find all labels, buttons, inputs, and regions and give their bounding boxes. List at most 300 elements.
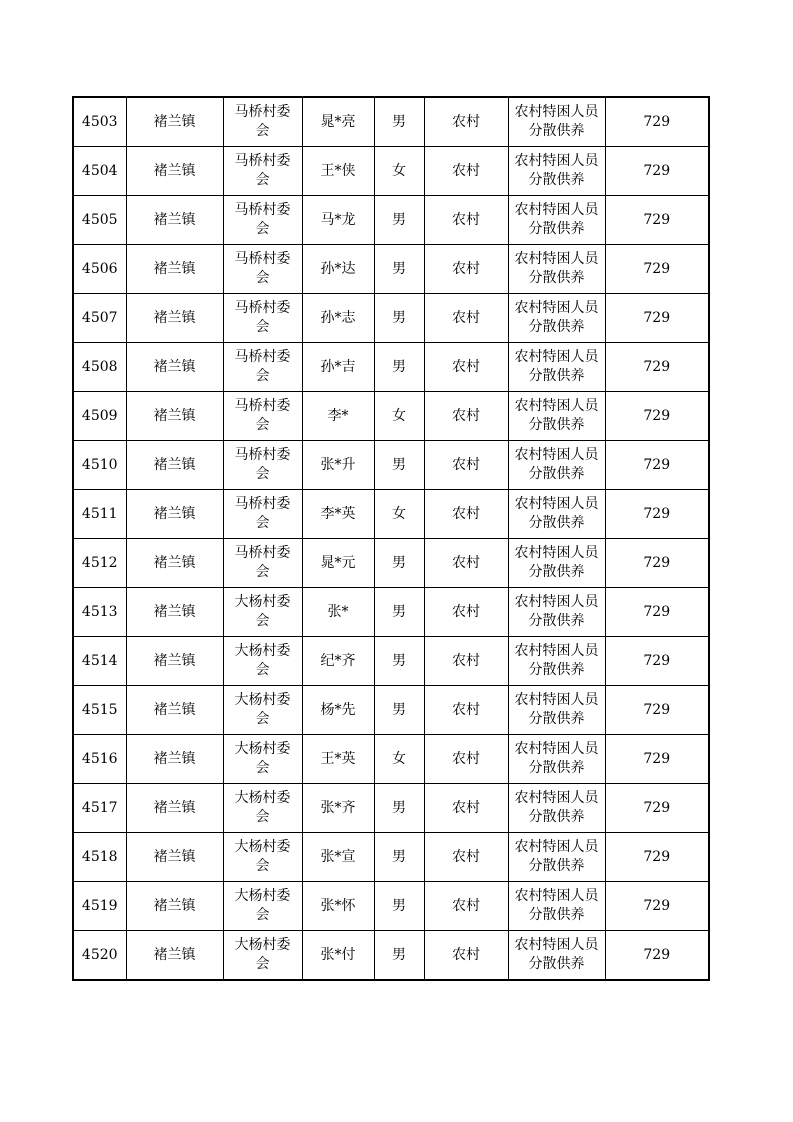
row-number: 4511 <box>81 505 118 522</box>
row-number-cell <box>73 882 126 931</box>
village-committee: 马桥村委会 <box>234 545 291 580</box>
area-type: 农村 <box>452 456 480 473</box>
amount: 729 <box>643 848 671 865</box>
gender-cell <box>374 539 424 588</box>
table-row <box>73 588 709 637</box>
area-cell <box>424 490 508 539</box>
support-type: 农村特困人员分散供养 <box>514 447 599 482</box>
row-number-cell <box>73 784 126 833</box>
name-cell <box>302 245 374 294</box>
table-row <box>73 294 709 343</box>
town-cell <box>126 294 223 343</box>
name-cell <box>302 97 374 147</box>
area-cell <box>424 735 508 784</box>
gender: 男 <box>392 652 406 669</box>
person-name: 张*付 <box>320 946 356 963</box>
gender-cell <box>374 147 424 196</box>
town-cell <box>126 784 223 833</box>
town: 褚兰镇 <box>153 652 196 669</box>
gender: 男 <box>392 260 406 277</box>
support-type: 农村特困人员分散供养 <box>514 545 599 580</box>
support-type-cell <box>508 882 605 931</box>
support-type-cell <box>508 343 605 392</box>
row-number-cell <box>73 686 126 735</box>
town: 褚兰镇 <box>153 407 196 424</box>
support-type-cell <box>508 735 605 784</box>
support-type: 农村特困人员分散供养 <box>514 398 599 433</box>
row-number-cell <box>73 588 126 637</box>
town: 褚兰镇 <box>153 162 196 179</box>
amount: 729 <box>643 260 671 277</box>
person-name: 纪*齐 <box>320 652 356 669</box>
support-type: 农村特困人员分散供养 <box>514 104 599 139</box>
village-committee: 马桥村委会 <box>234 251 291 286</box>
support-type-cell <box>508 539 605 588</box>
name-cell <box>302 686 374 735</box>
amount-cell <box>605 637 709 686</box>
gender-cell <box>374 637 424 686</box>
area-cell <box>424 833 508 882</box>
gender: 男 <box>392 309 406 326</box>
name-cell <box>302 588 374 637</box>
town: 褚兰镇 <box>153 260 196 277</box>
amount-cell <box>605 882 709 931</box>
town-cell <box>126 441 223 490</box>
town-cell <box>126 588 223 637</box>
gender: 男 <box>392 358 406 375</box>
row-number: 4516 <box>81 750 118 767</box>
village-cell <box>223 147 302 196</box>
area-type: 农村 <box>452 799 480 816</box>
name-cell <box>302 343 374 392</box>
name-cell <box>302 147 374 196</box>
area-cell <box>424 294 508 343</box>
town-cell <box>126 147 223 196</box>
town: 褚兰镇 <box>153 946 196 963</box>
support-type: 农村特困人员分散供养 <box>514 300 599 335</box>
row-number: 4508 <box>81 358 118 375</box>
row-number-cell <box>73 490 126 539</box>
row-number-cell <box>73 833 126 882</box>
amount: 729 <box>643 162 671 179</box>
table-row <box>73 833 709 882</box>
row-number: 4509 <box>81 407 118 424</box>
row-number-cell <box>73 931 126 981</box>
name-cell <box>302 735 374 784</box>
amount: 729 <box>643 897 671 914</box>
village-committee: 大杨村委会 <box>234 741 291 776</box>
row-number-cell <box>73 147 126 196</box>
town-cell <box>126 931 223 981</box>
gender-cell <box>374 735 424 784</box>
gender: 男 <box>392 603 406 620</box>
town-cell <box>126 490 223 539</box>
town: 褚兰镇 <box>153 505 196 522</box>
recipient-table <box>72 96 710 981</box>
amount-cell <box>605 294 709 343</box>
town-cell <box>126 882 223 931</box>
name-cell <box>302 539 374 588</box>
town: 褚兰镇 <box>153 113 196 130</box>
row-number-cell <box>73 637 126 686</box>
row-number-cell <box>73 735 126 784</box>
support-type: 农村特困人员分散供养 <box>514 349 599 384</box>
amount-cell <box>605 196 709 245</box>
person-name: 晁*亮 <box>320 113 356 130</box>
amount-cell <box>605 833 709 882</box>
gender: 男 <box>392 946 406 963</box>
town-cell <box>126 833 223 882</box>
support-type-cell <box>508 97 605 147</box>
person-name: 王*侠 <box>320 162 356 179</box>
name-cell <box>302 490 374 539</box>
table-row <box>73 343 709 392</box>
table-row <box>73 539 709 588</box>
table-row <box>73 637 709 686</box>
area-cell <box>424 97 508 147</box>
row-number: 4512 <box>81 554 118 571</box>
amount: 729 <box>643 505 671 522</box>
village-cell <box>223 196 302 245</box>
support-type-cell <box>508 931 605 981</box>
person-name: 张* <box>327 603 349 620</box>
town-cell <box>126 392 223 441</box>
amount: 729 <box>643 603 671 620</box>
table-row <box>73 97 709 147</box>
village-committee: 大杨村委会 <box>234 643 291 678</box>
town: 褚兰镇 <box>153 603 196 620</box>
village-cell <box>223 343 302 392</box>
person-name: 李* <box>327 407 349 424</box>
village-cell <box>223 735 302 784</box>
amount: 729 <box>643 358 671 375</box>
amount-cell <box>605 735 709 784</box>
area-cell <box>424 931 508 981</box>
support-type: 农村特困人员分散供养 <box>514 888 599 923</box>
area-cell <box>424 784 508 833</box>
gender: 男 <box>392 456 406 473</box>
amount-cell <box>605 931 709 981</box>
amount: 729 <box>643 946 671 963</box>
table-row <box>73 735 709 784</box>
amount: 729 <box>643 554 671 571</box>
support-type: 农村特困人员分散供养 <box>514 643 599 678</box>
area-type: 农村 <box>452 701 480 718</box>
support-type: 农村特困人员分散供养 <box>514 496 599 531</box>
village-committee: 马桥村委会 <box>234 447 291 482</box>
support-type-cell <box>508 441 605 490</box>
area-cell <box>424 637 508 686</box>
table-row <box>73 392 709 441</box>
village-committee: 马桥村委会 <box>234 153 291 188</box>
row-number-cell <box>73 294 126 343</box>
village-committee: 大杨村委会 <box>234 692 291 727</box>
row-number: 4518 <box>81 848 118 865</box>
area-cell <box>424 392 508 441</box>
village-committee: 大杨村委会 <box>234 937 291 972</box>
amount: 729 <box>643 652 671 669</box>
amount-cell <box>605 245 709 294</box>
gender-cell <box>374 686 424 735</box>
gender: 女 <box>392 407 406 424</box>
amount-cell <box>605 784 709 833</box>
amount-cell <box>605 539 709 588</box>
row-number-cell <box>73 97 126 147</box>
name-cell <box>302 882 374 931</box>
area-type: 农村 <box>452 897 480 914</box>
village-committee: 马桥村委会 <box>234 104 291 139</box>
gender-cell <box>374 392 424 441</box>
row-number: 4514 <box>81 652 118 669</box>
table-row <box>73 441 709 490</box>
support-type: 农村特困人员分散供养 <box>514 251 599 286</box>
person-name: 张*宣 <box>320 848 356 865</box>
area-type: 农村 <box>452 652 480 669</box>
support-type: 农村特困人员分散供养 <box>514 202 599 237</box>
table-row <box>73 784 709 833</box>
area-cell <box>424 245 508 294</box>
table-row <box>73 882 709 931</box>
table-row <box>73 931 709 981</box>
area-type: 农村 <box>452 211 480 228</box>
person-name: 李*英 <box>320 505 356 522</box>
name-cell <box>302 931 374 981</box>
amount-cell <box>605 441 709 490</box>
row-number-cell <box>73 196 126 245</box>
village-cell <box>223 784 302 833</box>
town: 褚兰镇 <box>153 358 196 375</box>
support-type: 农村特困人员分散供养 <box>514 594 599 629</box>
gender-cell <box>374 294 424 343</box>
area-type: 农村 <box>452 358 480 375</box>
village-cell <box>223 441 302 490</box>
amount: 729 <box>643 309 671 326</box>
gender-cell <box>374 343 424 392</box>
row-number: 4507 <box>81 309 118 326</box>
town: 褚兰镇 <box>153 554 196 571</box>
name-cell <box>302 392 374 441</box>
table-row <box>73 686 709 735</box>
person-name: 张*齐 <box>320 799 356 816</box>
area-type: 农村 <box>452 946 480 963</box>
area-cell <box>424 539 508 588</box>
area-type: 农村 <box>452 750 480 767</box>
name-cell <box>302 294 374 343</box>
village-committee: 马桥村委会 <box>234 300 291 335</box>
row-number: 4510 <box>81 456 118 473</box>
row-number-cell <box>73 539 126 588</box>
town-cell <box>126 245 223 294</box>
gender: 男 <box>392 113 406 130</box>
area-type: 农村 <box>452 505 480 522</box>
village-committee: 大杨村委会 <box>234 839 291 874</box>
area-type: 农村 <box>452 407 480 424</box>
town-cell <box>126 196 223 245</box>
amount-cell <box>605 490 709 539</box>
row-number: 4504 <box>81 162 118 179</box>
table-row <box>73 196 709 245</box>
village-committee: 大杨村委会 <box>234 594 291 629</box>
support-type: 农村特困人员分散供养 <box>514 790 599 825</box>
person-name: 王*英 <box>320 750 356 767</box>
gender: 男 <box>392 701 406 718</box>
person-name: 杨*先 <box>320 701 356 718</box>
town-cell <box>126 637 223 686</box>
gender: 男 <box>392 554 406 571</box>
person-name: 孙*志 <box>320 309 356 326</box>
area-cell <box>424 441 508 490</box>
village-cell <box>223 833 302 882</box>
gender-cell <box>374 833 424 882</box>
village-committee: 马桥村委会 <box>234 349 291 384</box>
amount: 729 <box>643 701 671 718</box>
village-cell <box>223 490 302 539</box>
village-cell <box>223 588 302 637</box>
gender: 男 <box>392 799 406 816</box>
gender-cell <box>374 196 424 245</box>
area-cell <box>424 588 508 637</box>
gender: 男 <box>392 848 406 865</box>
support-type: 农村特困人员分散供养 <box>514 153 599 188</box>
row-number-cell <box>73 343 126 392</box>
village-cell <box>223 686 302 735</box>
gender-cell <box>374 97 424 147</box>
town: 褚兰镇 <box>153 750 196 767</box>
row-number: 4520 <box>81 946 118 963</box>
amount-cell <box>605 588 709 637</box>
village-committee: 大杨村委会 <box>234 790 291 825</box>
town: 褚兰镇 <box>153 799 196 816</box>
gender: 女 <box>392 750 406 767</box>
amount: 729 <box>643 113 671 130</box>
table-row <box>73 490 709 539</box>
row-number: 4503 <box>81 113 118 130</box>
row-number: 4517 <box>81 799 118 816</box>
support-type-cell <box>508 686 605 735</box>
amount: 729 <box>643 456 671 473</box>
gender: 男 <box>392 211 406 228</box>
area-type: 农村 <box>452 603 480 620</box>
amount: 729 <box>643 211 671 228</box>
person-name: 晁*元 <box>320 554 356 571</box>
support-type-cell <box>508 196 605 245</box>
row-number: 4513 <box>81 603 118 620</box>
person-name: 张*升 <box>320 456 356 473</box>
amount: 729 <box>643 407 671 424</box>
name-cell <box>302 441 374 490</box>
row-number: 4506 <box>81 260 118 277</box>
area-cell <box>424 147 508 196</box>
village-committee: 马桥村委会 <box>234 398 291 433</box>
area-cell <box>424 196 508 245</box>
area-type: 农村 <box>452 848 480 865</box>
gender-cell <box>374 784 424 833</box>
row-number-cell <box>73 441 126 490</box>
person-name: 马*龙 <box>320 211 356 228</box>
support-type-cell <box>508 637 605 686</box>
row-number-cell <box>73 245 126 294</box>
support-type-cell <box>508 490 605 539</box>
village-cell <box>223 392 302 441</box>
area-cell <box>424 343 508 392</box>
support-type-cell <box>508 392 605 441</box>
village-committee: 大杨村委会 <box>234 888 291 923</box>
support-type-cell <box>508 245 605 294</box>
person-name: 孙*吉 <box>320 358 356 375</box>
row-number-cell <box>73 392 126 441</box>
name-cell <box>302 833 374 882</box>
gender-cell <box>374 441 424 490</box>
town-cell <box>126 735 223 784</box>
name-cell <box>302 196 374 245</box>
row-number: 4515 <box>81 701 118 718</box>
amount-cell <box>605 147 709 196</box>
support-type-cell <box>508 588 605 637</box>
support-type-cell <box>508 833 605 882</box>
town: 褚兰镇 <box>153 701 196 718</box>
village-cell <box>223 245 302 294</box>
person-name: 张*怀 <box>320 897 356 914</box>
village-cell <box>223 294 302 343</box>
village-cell <box>223 637 302 686</box>
gender-cell <box>374 882 424 931</box>
area-type: 农村 <box>452 309 480 326</box>
village-cell <box>223 931 302 981</box>
support-type-cell <box>508 294 605 343</box>
row-number: 4519 <box>81 897 118 914</box>
name-cell <box>302 784 374 833</box>
table-row <box>73 147 709 196</box>
name-cell <box>302 637 374 686</box>
table-body <box>73 97 709 980</box>
town: 褚兰镇 <box>153 309 196 326</box>
person-name: 孙*达 <box>320 260 356 277</box>
support-type-cell <box>508 784 605 833</box>
gender-cell <box>374 931 424 981</box>
gender-cell <box>374 490 424 539</box>
amount-cell <box>605 392 709 441</box>
village-cell <box>223 97 302 147</box>
gender-cell <box>374 588 424 637</box>
town-cell <box>126 686 223 735</box>
amount-cell <box>605 686 709 735</box>
town: 褚兰镇 <box>153 897 196 914</box>
gender: 男 <box>392 897 406 914</box>
village-committee: 马桥村委会 <box>234 496 291 531</box>
town: 褚兰镇 <box>153 456 196 473</box>
area-type: 农村 <box>452 554 480 571</box>
area-type: 农村 <box>452 162 480 179</box>
amount: 729 <box>643 750 671 767</box>
row-number: 4505 <box>81 211 118 228</box>
support-type: 农村特困人员分散供养 <box>514 692 599 727</box>
village-cell <box>223 882 302 931</box>
village-cell <box>223 539 302 588</box>
village-committee: 马桥村委会 <box>234 202 291 237</box>
gender-cell <box>374 245 424 294</box>
table-row <box>73 245 709 294</box>
gender: 女 <box>392 162 406 179</box>
area-cell <box>424 882 508 931</box>
area-cell <box>424 686 508 735</box>
support-type: 农村特困人员分散供养 <box>514 839 599 874</box>
gender: 女 <box>392 505 406 522</box>
support-type: 农村特困人员分散供养 <box>514 741 599 776</box>
town: 褚兰镇 <box>153 848 196 865</box>
town-cell <box>126 539 223 588</box>
support-type: 农村特困人员分散供养 <box>514 937 599 972</box>
amount-cell <box>605 97 709 147</box>
